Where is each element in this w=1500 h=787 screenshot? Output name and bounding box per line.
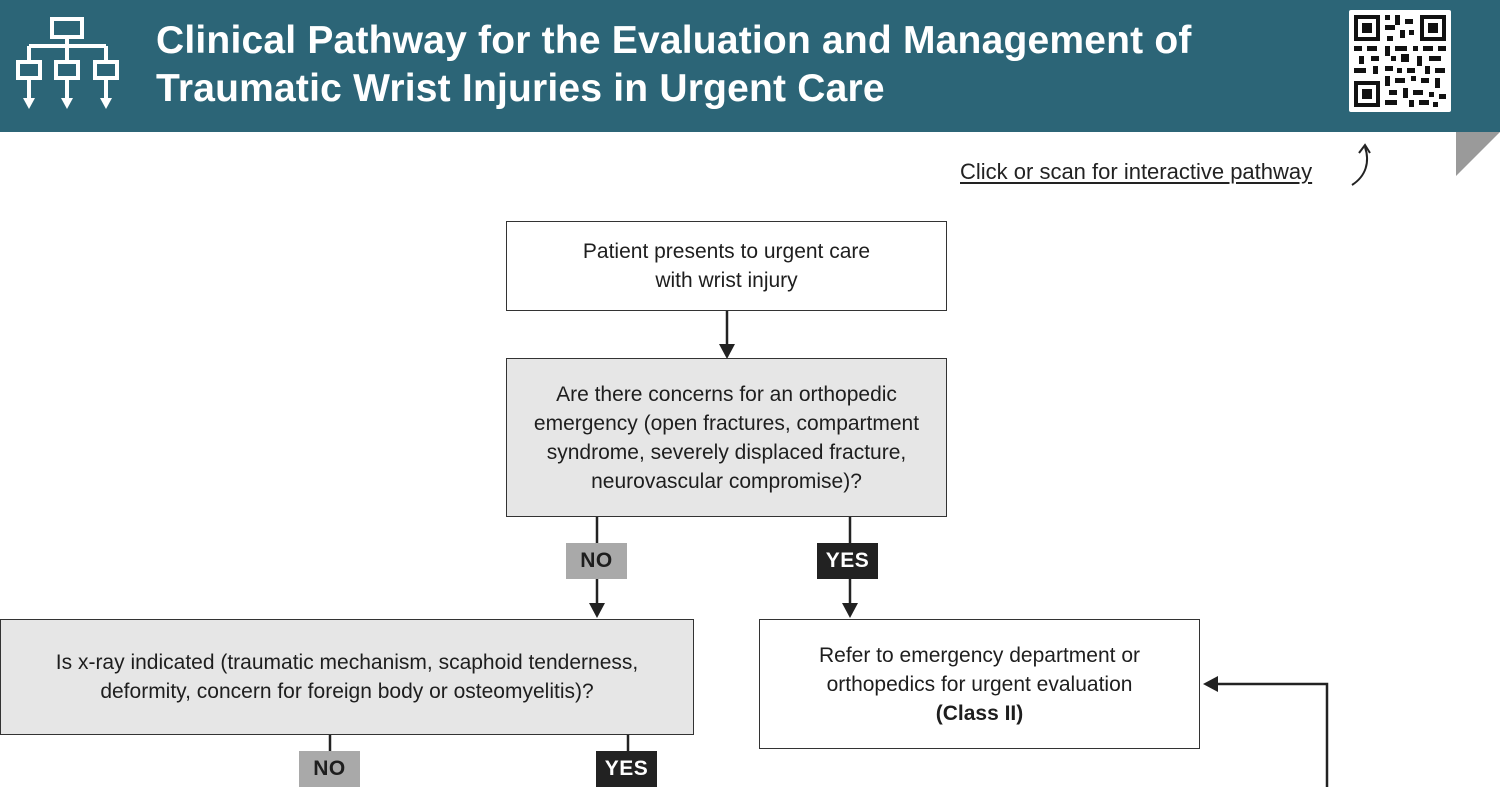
title-line-2: Traumatic Wrist Injuries in Urgent Care — [156, 67, 885, 110]
emergency-question-line-3: syndrome, severely displaced fracture, — [546, 440, 907, 464]
xray-yes-label: YES — [596, 751, 657, 787]
emergency-no-label: NO — [566, 543, 627, 579]
title-line-1: Clinical Pathway for the Evaluation and Management of — [156, 19, 1192, 62]
xray-no-label: NO — [299, 751, 360, 787]
emergency-question-line-2: emergency (open fractures, compartment — [533, 411, 920, 435]
start-node — [506, 221, 947, 311]
xray-question-line-1: Is x-ray indicated (traumatic mechanism, scaphoid tenderness, — [55, 651, 639, 674]
start-node-line-1: Patient presents to urgent care — [582, 240, 871, 263]
emergency-question-line-4: neurovascular compromise)? — [591, 469, 862, 493]
emergency-question-node — [506, 358, 947, 517]
emergency-yes-label: YES — [817, 543, 878, 579]
interactive-pathway-link[interactable]: Click or scan for interactive pathway — [960, 159, 1313, 184]
xray-question-node — [0, 619, 694, 735]
refer-node-line-1: Refer to emergency department or — [819, 643, 1140, 667]
xray-question-line-2: deformity, concern for foreign body or osteomyelitis)? — [100, 680, 594, 703]
refer-node — [759, 619, 1200, 749]
refer-node-line-2: orthopedics for urgent evaluation — [826, 672, 1133, 696]
refer-node-class-label: (Class II) — [935, 701, 1024, 725]
start-node-line-2: with wrist injury — [655, 269, 798, 292]
emergency-question-line-1: Are there concerns for an orthopedic — [556, 382, 897, 406]
